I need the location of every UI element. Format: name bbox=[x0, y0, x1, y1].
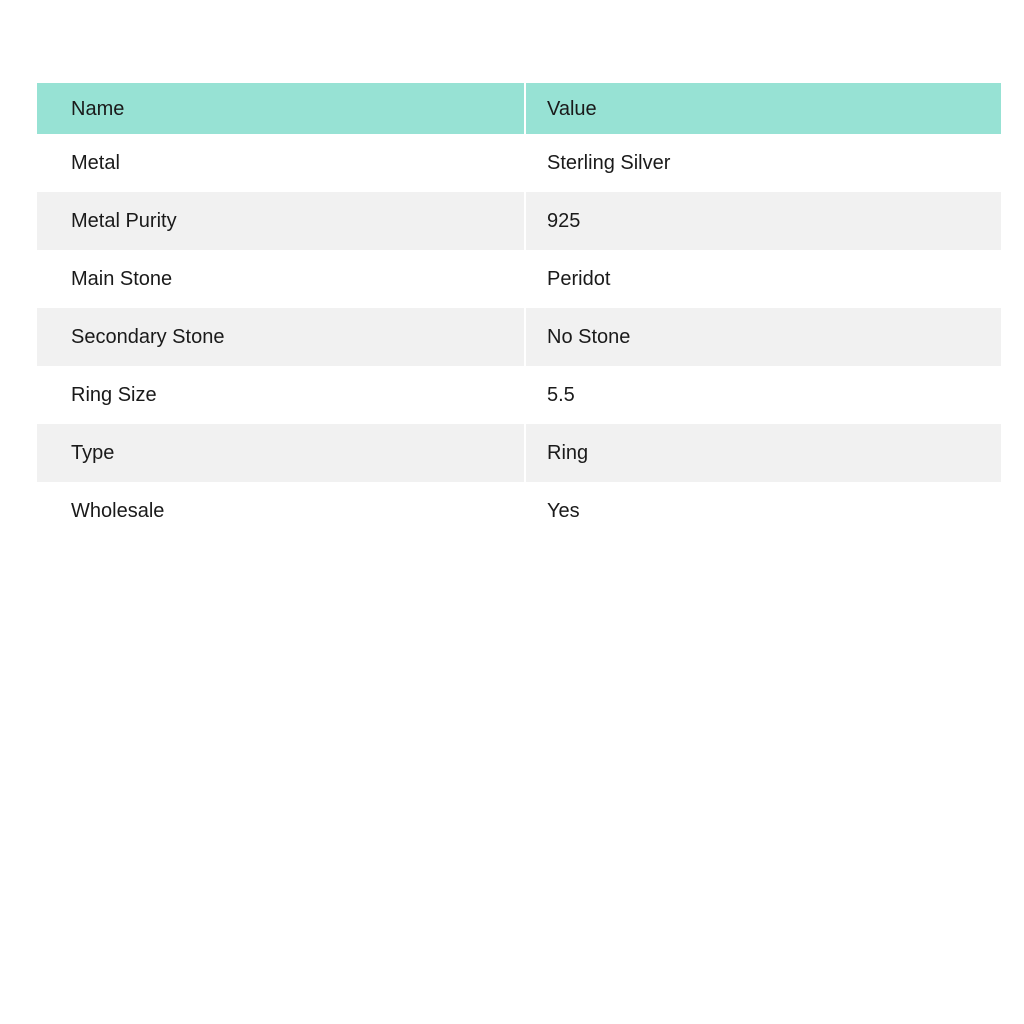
cell-attribute-value: Ring bbox=[525, 424, 1001, 482]
table-header-row bbox=[37, 83, 1001, 134]
attributes-table bbox=[37, 83, 1001, 540]
cell-attribute-value: Peridot bbox=[525, 250, 1001, 308]
cell-attribute-name: Wholesale bbox=[71, 500, 165, 522]
cell-attribute-name: Ring Size bbox=[71, 384, 157, 406]
cell-attribute-value: 925 bbox=[525, 192, 1001, 250]
cell-attribute-name: Type bbox=[71, 442, 115, 464]
table-row bbox=[37, 134, 1001, 192]
table-row bbox=[37, 424, 1001, 482]
table-row bbox=[37, 308, 1001, 366]
column-header-name: Name bbox=[37, 83, 525, 134]
table-row bbox=[37, 366, 1001, 424]
cell-attribute-value: Sterling Silver bbox=[525, 134, 1001, 192]
cell-attribute-value: Yes bbox=[525, 482, 1001, 540]
cell-attribute-name: Secondary Stone bbox=[71, 326, 225, 348]
table-row bbox=[37, 482, 1001, 540]
cell-attribute-name: Metal Purity bbox=[71, 210, 177, 232]
table-row bbox=[37, 250, 1001, 308]
table-row bbox=[37, 192, 1001, 250]
cell-attribute-name: Metal bbox=[71, 152, 120, 174]
product-attributes-section bbox=[37, 83, 1001, 540]
cell-attribute-value: No Stone bbox=[525, 308, 1001, 366]
column-header-value: Value bbox=[525, 83, 1001, 134]
cell-attribute-name: Main Stone bbox=[71, 268, 173, 290]
cell-attribute-value: 5.5 bbox=[525, 366, 1001, 424]
